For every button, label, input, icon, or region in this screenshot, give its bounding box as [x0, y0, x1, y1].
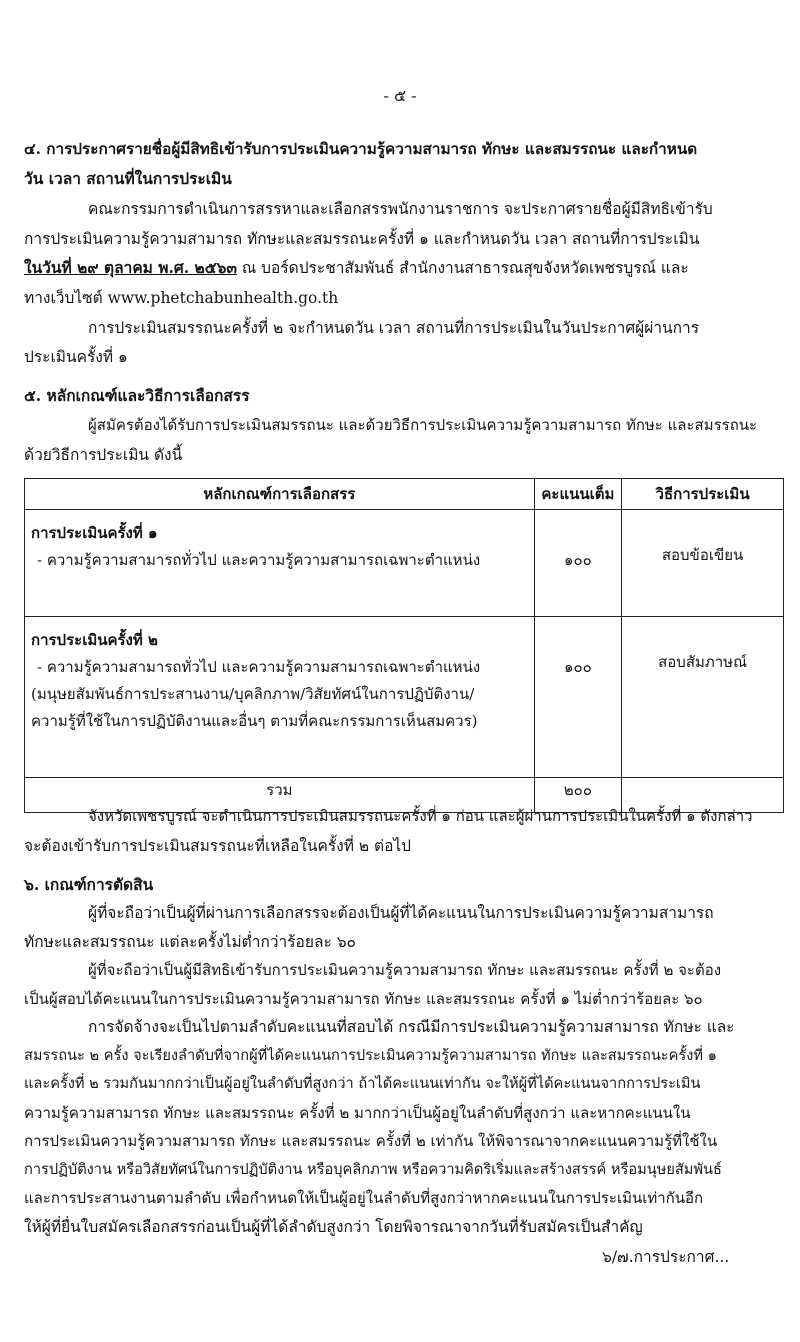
- method-cell: [622, 617, 784, 778]
- section5-paragraph-line: ผู้สมัครต้องได้รับการประเมินสมรรถนะ และด้วยวิธีการประเมินความรู้ความสามารถ ทักษะ และสมรรถนะ: [88, 416, 758, 434]
- page-number: - ๕ -: [383, 86, 417, 105]
- section5-after-line: จะต้องเข้ารับการประเมินสมรรถนะที่เหลือในครั้งที่ ๒ ต่อไป: [24, 837, 412, 855]
- total-label: รวม: [25, 778, 535, 813]
- column-header-full-score: คะแนนเต็ม: [534, 479, 621, 510]
- section6-paragraph-line: การปฏิบัติงาน หรือวิสัยทัศน์ในการปฏิบัติงาน หรือบุคลิกภาพ หรือความคิดริเริ่มและสร้างสรรค์ หรือมนุษยสัมพันธ์: [24, 1161, 722, 1178]
- announcement-place: ณ บอร์ดประชาสัมพันธ์ สำนักงานสาธารณสุขจังหวัดเพชรบูรณ์ และ: [236, 259, 689, 277]
- section4-paragraph-line: การประเมินความรู้ความสามารถ ทักษะและสมรรถนะครั้งที่ ๑ และกำหนดวัน เวลา สถานที่การประเมิน: [24, 230, 700, 248]
- total-score: ๒๐๐: [534, 778, 621, 813]
- table-header-row: [25, 479, 784, 510]
- score-cell: [534, 617, 621, 778]
- score-cell: [534, 510, 621, 617]
- section6-paragraph-line: ทักษะและสมรรถนะ แต่ละครั้งไม่ต่ำกว่าร้อยละ ๖๐: [24, 933, 357, 951]
- continuation-note: ๖/๗.การประกาศ...: [602, 1248, 730, 1266]
- section4-heading-line1: ๔. การประกาศรายชื่อผู้มีสิทธิเข้ารับการประเมินความรู้ความสามารถ ทักษะ และสมรรถนะ และกำหนด: [24, 140, 698, 158]
- section6-paragraph-line: และการประสานงานตามลำดับ เพื่อกำหนดให้เป็นผู้อยู่ในลำดับที่สูงกว่าหากคะแนนในการประเมินเท่ากันอีก: [24, 1189, 704, 1207]
- section4-heading-line2: วัน เวลา สถานที่ในการประเมิน: [24, 169, 232, 188]
- section6-paragraph-line: เป็นผู้สอบได้คะแนนในการประเมินความรู้ความสามารถ ทักษะ และสมรรถนะ ครั้งที่ ๑ ไม่ต่ำกว่าร้อยละ ๖๐: [24, 990, 703, 1008]
- section6-paragraph-line: ผู้ที่จะถือว่าเป็นผู้มีสิทธิเข้ารับการประเมินความรู้ความสามารถ ทักษะ และสมรรถนะ ครั้งที่ ๒ จะต้อง: [88, 961, 722, 979]
- criteria-cell: [25, 617, 535, 778]
- section6-paragraph-line: สมรรถนะ ๒ ครั้ง จะเรียงลำดับที่จากผู้ที่ได้คะแนนการประเมินความรู้ความสามารถ ทักษะ และสมรรถนะครั้งที่ ๑: [24, 1047, 717, 1064]
- round-2-score: ๑๐๐: [563, 658, 592, 676]
- announcement-date: วันที่ ๒๙ ตุลาคม พ.ศ. ๒๕๖๓: [42, 258, 237, 277]
- round-1-title: การประเมินครั้งที่ ๑: [31, 524, 158, 542]
- round-2-title: การประเมินครั้งที่ ๒: [31, 631, 158, 649]
- section6-paragraph-line: ให้ผู้ที่ยื่นใบสมัครเลือกสรรก่อนเป็นผู้ที่ได้ลำดับสูงกว่า โดยพิจารณาจากวันที่รับสมัครเป็นสำคัญ: [24, 1218, 643, 1236]
- column-header-criteria: หลักเกณฑ์การเลือกสรร: [25, 479, 535, 510]
- table-row: [25, 510, 784, 617]
- round-2-method: สอบสัมภาษณ์: [658, 653, 747, 671]
- section6-paragraph-line: ความรู้ความสามารถ ทักษะ และสมรรถนะ ครั้งที่ ๒ มากกว่าเป็นผู้อยู่ในลำดับที่สูงกว่า และหากคะแนนใน: [24, 1104, 691, 1122]
- section4-paragraph-line: คณะกรรมการดำเนินการสรรหาและเลือกสรรพนักงานราชการ จะประกาศรายชื่อผู้มีสิทธิเข้ารับ: [88, 200, 713, 218]
- criteria-cell: [25, 510, 535, 617]
- round-2-detail: ความรู้ที่ใช้ในการปฏิบัติงานและอื่นๆ ตามที่คณะกรรมการเห็นสมควร): [31, 712, 478, 730]
- website-line: ทางเว็บไซต์ www.phetchabunhealth.go.th: [24, 289, 339, 307]
- section4-paragraph-line: [24, 258, 689, 278]
- round-1-method: สอบข้อเขียน: [661, 546, 744, 564]
- round-2-detail: - ความรู้ความสามารถทั่วไป และความรู้ความสามารถเฉพาะตำแหน่ง: [37, 658, 481, 676]
- section6-paragraph-line: การประเมินความรู้ความสามารถ ทักษะ และสมรรถนะ ครั้งที่ ๒ เท่ากัน ให้พิจารณาจากคะแนนความรู้ที่ใช้ใน: [24, 1132, 718, 1150]
- column-header-method: วิธีการประเมิน: [622, 479, 784, 510]
- section5-paragraph-line: ด้วยวิธีการประเมิน ดังนี้: [24, 446, 183, 464]
- table-row: [25, 617, 784, 778]
- round-1-detail: - ความรู้ความสามารถทั่วไป และความรู้ความสามารถเฉพาะตำแหน่ง: [37, 551, 481, 569]
- criteria-table: [24, 478, 784, 813]
- section5-after-line: จังหวัดเพชรบูรณ์ จะดำเนินการประเมินสมรรถนะครั้งที่ ๑ ก่อน และผู้ผ่านการประเมินในครั้งที่ ๑ ดังกล่าว: [88, 807, 753, 825]
- round-2-detail: (มนุษยสัมพันธ์การประสานงาน/บุคลิกภาพ/วิสัยทัศน์ในการปฏิบัติงาน/: [31, 685, 475, 703]
- section4-paragraph-line: การประเมินสมรรถนะครั้งที่ ๒ จะกำหนดวัน เวลา สถานที่การประเมินในวันประกาศผู้ผ่านการ: [88, 319, 700, 337]
- section5-heading: ๕. หลักเกณฑ์และวิธีการเลือกสรร: [24, 386, 250, 405]
- section6-heading: ๖. เกณฑ์การตัดสิน: [24, 875, 154, 894]
- section4-paragraph-line: ประเมินครั้งที่ ๑: [24, 348, 128, 366]
- method-cell: [622, 510, 784, 617]
- section6-paragraph-line: ผู้ที่จะถือว่าเป็นผู้ที่ผ่านการเลือกสรรจะต้องเป็นผู้ที่ได้คะแนนในการประเมินความรู้ความสามารถ: [88, 904, 714, 922]
- section6-paragraph-line: การจัดจ้างจะเป็นไปตามลำดับคะแนนที่สอบได้ กรณีมีการประเมินความรู้ความสามารถ ทักษะ และ: [88, 1018, 735, 1036]
- date-prefix: ใน: [24, 258, 43, 277]
- section6-paragraph-line: และครั้งที่ ๒ รวมกันมากกว่าเป็นผู้อยู่ในลำดับที่สูงกว่า ถ้าได้คะแนนเท่ากัน จะให้ผู้ที่ได้คะแนนจากการประเมิน: [24, 1075, 701, 1092]
- round-1-score: ๑๐๐: [563, 551, 592, 569]
